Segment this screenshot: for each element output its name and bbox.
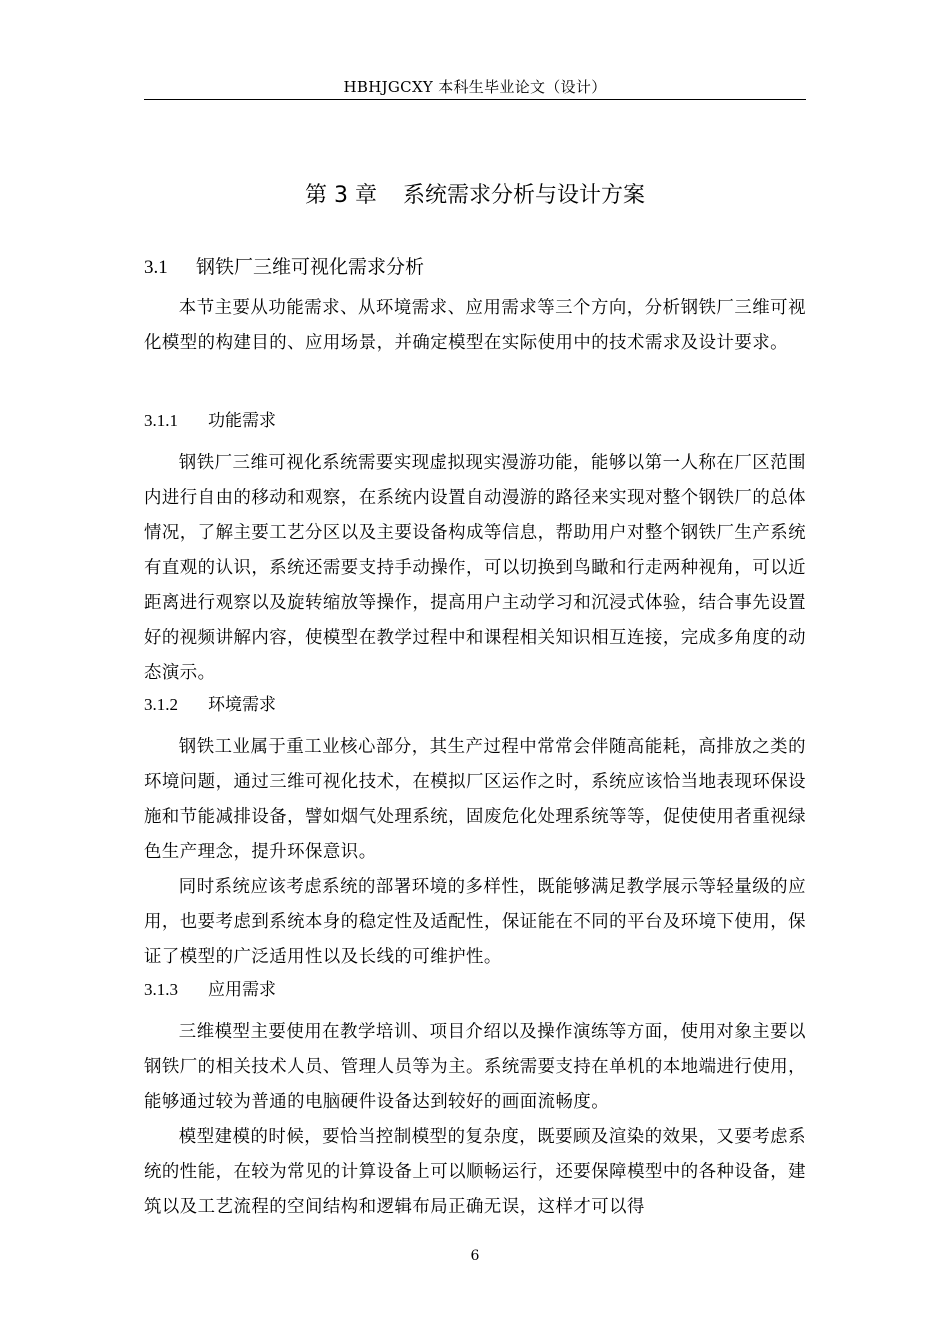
subsection-title: 环境需求 <box>208 695 276 715</box>
section-intro-paragraph: 本节主要从功能需求、从环境需求、应用需求等三个方向，分析钢铁厂三维可视化模型的构建目的、应用场景，并确定模型在实际使用中的技术需求及设计要求。 <box>144 298 806 353</box>
section-number: 3.1 <box>144 257 168 278</box>
chapter-title-text: 系统需求分析与设计方案 <box>402 183 645 208</box>
environment-requirements-paragraph-2: 同时系统应该考虑系统的部署环境的多样性，既能够满足教学展示等轻量级的应用，也要考虑到系统本身的稳定性及适配性，保证能在不同的平台及环境下使用，保证了模型的广泛适用性以及长线的可维护性。 <box>144 877 806 967</box>
subsection-number: 3.1.1 <box>144 411 178 430</box>
section-title: 钢铁厂三维可视化需求分析 <box>196 256 425 278</box>
chapter-title <box>0 180 950 212</box>
functional-requirements-paragraph: 钢铁厂三维可视化系统需要实现虚拟现实漫游功能，能够以第一人称在厂区范围内进行自由的移动和观察，在系统内设置自动漫游的路径来实现对整个钢铁厂的总体情况，了解主要工艺分区以及主要设备构成等信息，帮助用户对整个钢铁厂生产系统有直观的认识，系统还需要支持手动操作，可以切换到鸟瞰和行走两种视角，可以近距离进行观察以及旋转缩放等操作，提高用户主动学习和沉浸式体验，结合事先设置好的视频讲解内容，使模型在教学过程中和课程相关知识相互连接，完成多角度的动态演示。 <box>144 453 806 683</box>
subsection-number: 3.1.2 <box>144 695 178 714</box>
subsection-heading-3-1-2 <box>144 692 276 718</box>
running-header: HBHJGCXY 本科生毕业论文（设计） <box>343 78 607 96</box>
section-heading-3-1 <box>144 253 424 282</box>
subsection-number: 3.1.3 <box>144 980 178 999</box>
header-rule <box>144 99 806 100</box>
application-requirements-paragraph-2: 模型建模的时候，要恰当控制模型的复杂度，既要顾及渲染的效果，又要考虑系统的性能，在较为常见的计算设备上可以顺畅运行，还要保障模型中的各种设备，建筑以及工艺流程的空间结构和逻辑布局正确无误，这样才可以得 <box>144 1127 806 1217</box>
chapter-number: 第 3 章 <box>305 183 377 208</box>
subsection-title: 功能需求 <box>208 411 276 431</box>
application-requirements-paragraph-1: 三维模型主要使用在教学培训、项目介绍以及操作演练等方面，使用对象主要以钢铁厂的相关技术人员、管理人员等为主。系统需要支持在单机的本地端进行使用，能够通过较为普通的电脑硬件设备达到较好的画面流畅度。 <box>144 1022 806 1112</box>
page-number: 6 <box>470 1248 480 1264</box>
subsection-title: 应用需求 <box>208 980 276 1000</box>
subsection-heading-3-1-3 <box>144 977 276 1003</box>
subsection-heading-3-1-1 <box>144 408 276 434</box>
environment-requirements-paragraph-1: 钢铁工业属于重工业核心部分，其生产过程中常常会伴随高能耗，高排放之类的环境问题，通过三维可视化技术，在模拟厂区运作之时，系统应该恰当地表现环保设施和节能减排设备，譬如烟气处理系统，固废危化处理系统等等，促使使用者重视绿色生产理念，提升环保意识。 <box>144 737 806 862</box>
